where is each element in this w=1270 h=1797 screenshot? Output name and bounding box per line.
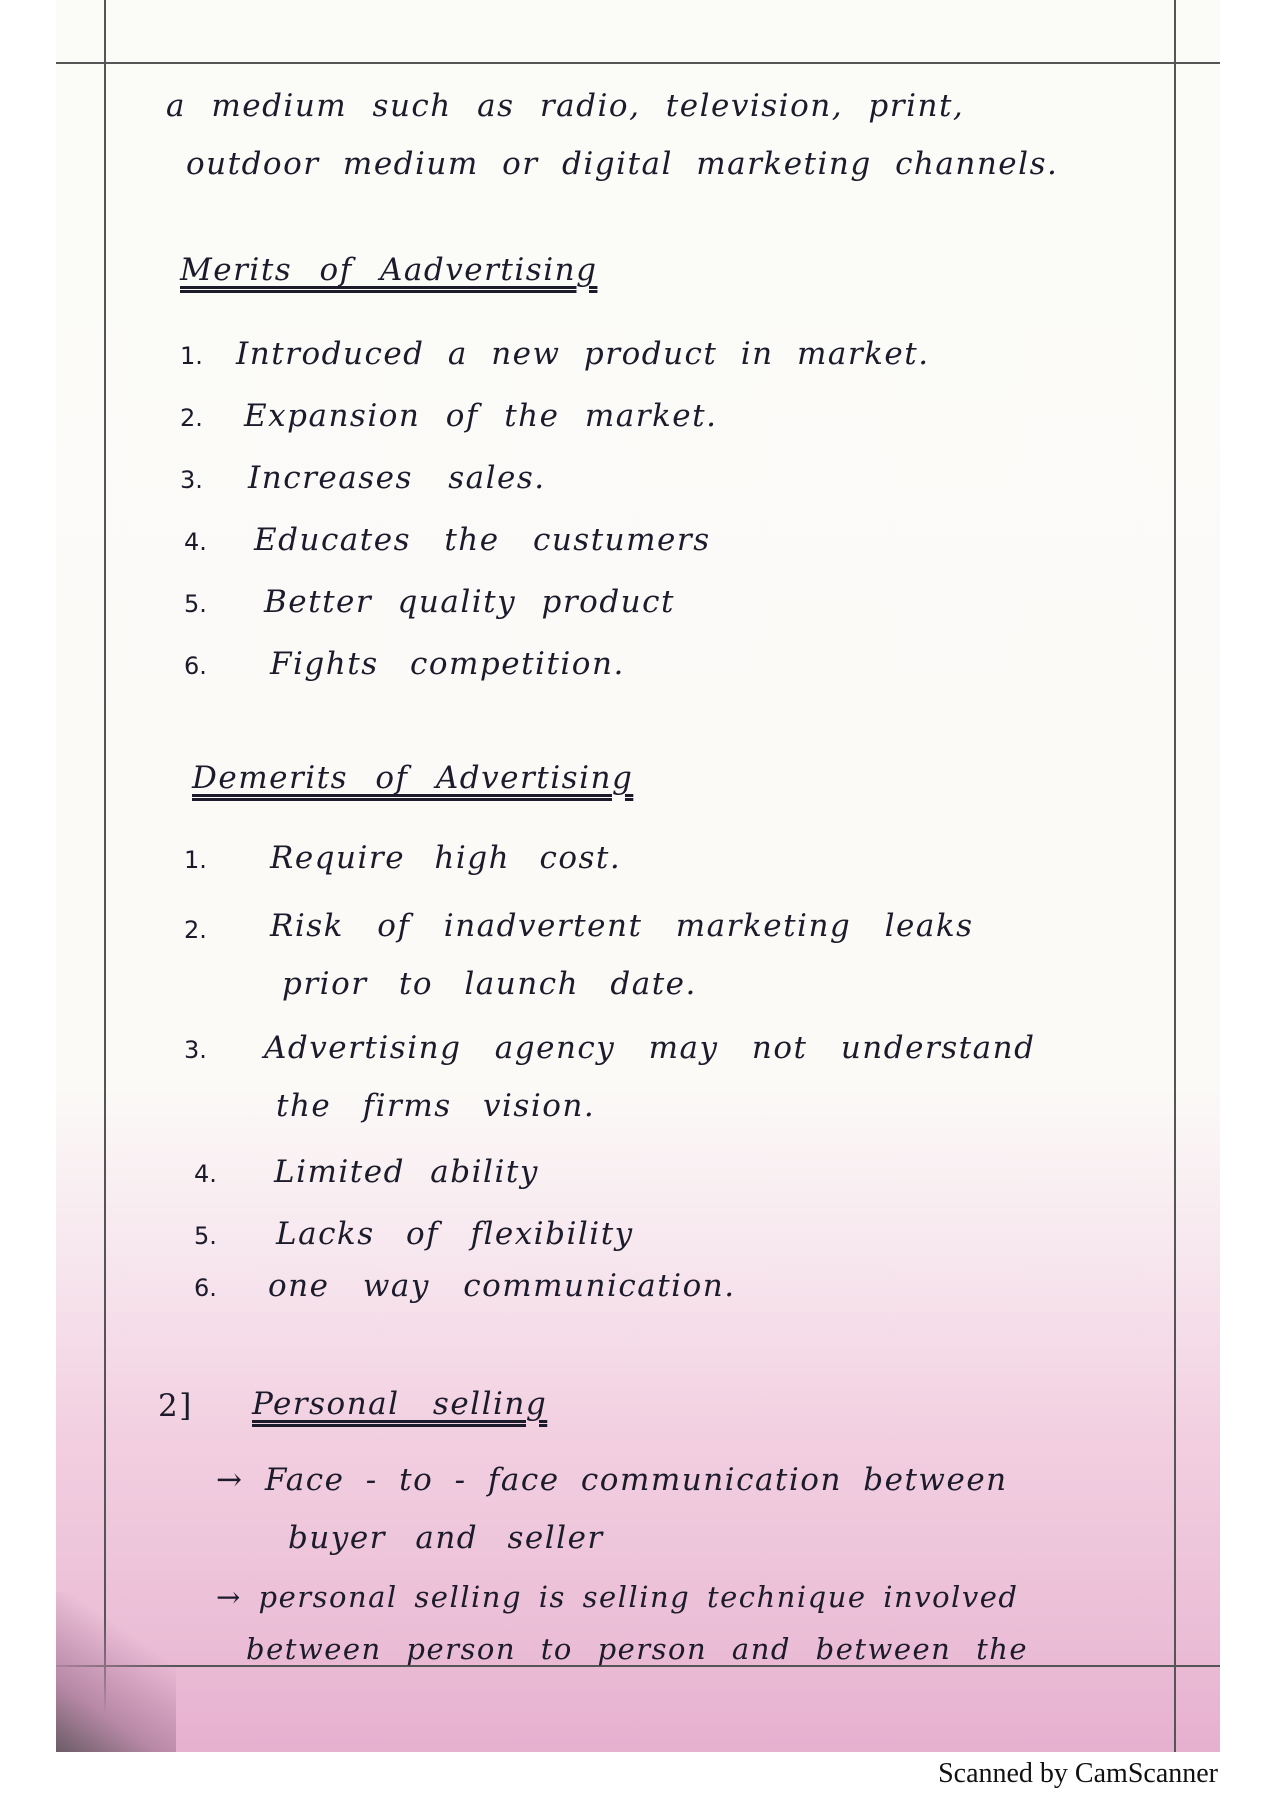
demerit-number: 2. xyxy=(184,916,207,944)
merit-item: Introduced a new product in market. xyxy=(236,336,930,372)
demerit-item: Lacks of flexibility xyxy=(276,1216,634,1252)
left-margin-line xyxy=(104,0,106,1752)
demerit-item: Limited ability xyxy=(274,1154,539,1190)
merit-number: 3. xyxy=(180,466,203,494)
right-margin-line xyxy=(1174,0,1176,1752)
scanner-watermark: Scanned by CamScanner xyxy=(938,1758,1218,1789)
demerit-number: 4. xyxy=(194,1160,217,1188)
demerit-item-continuation: the firms vision. xyxy=(276,1088,596,1124)
demerit-item: Risk of inadvertent marketing leaks xyxy=(270,908,974,944)
bullet-point-line: → Face - to - face communication between xyxy=(216,1462,1008,1498)
intro-line-2: outdoor medium or digital marketing channels. xyxy=(186,146,1059,182)
bullet-point-line: → personal selling is selling technique involved xyxy=(216,1580,1019,1614)
merit-item: Fights competition. xyxy=(270,646,625,682)
demerit-item: one way communication. xyxy=(268,1268,736,1304)
section-number: 2] xyxy=(158,1388,193,1424)
top-rule-line xyxy=(56,62,1220,64)
demerit-number: 6. xyxy=(194,1274,217,1302)
demerit-item: Require high cost. xyxy=(270,840,622,876)
personal-selling-heading: Personal selling xyxy=(252,1386,548,1422)
bullet-point-line: buyer and seller xyxy=(288,1520,604,1556)
demerit-number: 3. xyxy=(184,1036,207,1064)
merit-number: 5. xyxy=(184,590,207,618)
demerits-heading: Demerits of Advertising xyxy=(192,760,634,796)
merit-item: Increases sales. xyxy=(248,460,546,496)
merit-item: Better quality product xyxy=(264,584,675,620)
merit-number: 4. xyxy=(184,528,207,556)
scanned-notebook-page xyxy=(56,0,1220,1752)
demerit-item: Advertising agency may not understand xyxy=(264,1030,1036,1066)
bullet-point-line: between person to person and between the xyxy=(246,1632,1029,1666)
intro-line-1: a medium such as radio, television, print, xyxy=(166,88,965,124)
merit-item: Educates the custumers xyxy=(254,522,711,558)
merit-number: 6. xyxy=(184,652,207,680)
merit-number: 2. xyxy=(180,404,203,432)
merit-number: 1. xyxy=(180,342,203,370)
demerit-number: 5. xyxy=(194,1222,217,1250)
demerit-item-continuation: prior to launch date. xyxy=(282,966,697,1002)
merits-heading: Merits of Aadvertising xyxy=(180,252,598,288)
merit-item: Expansion of the market. xyxy=(244,398,718,434)
demerit-number: 1. xyxy=(184,846,207,874)
